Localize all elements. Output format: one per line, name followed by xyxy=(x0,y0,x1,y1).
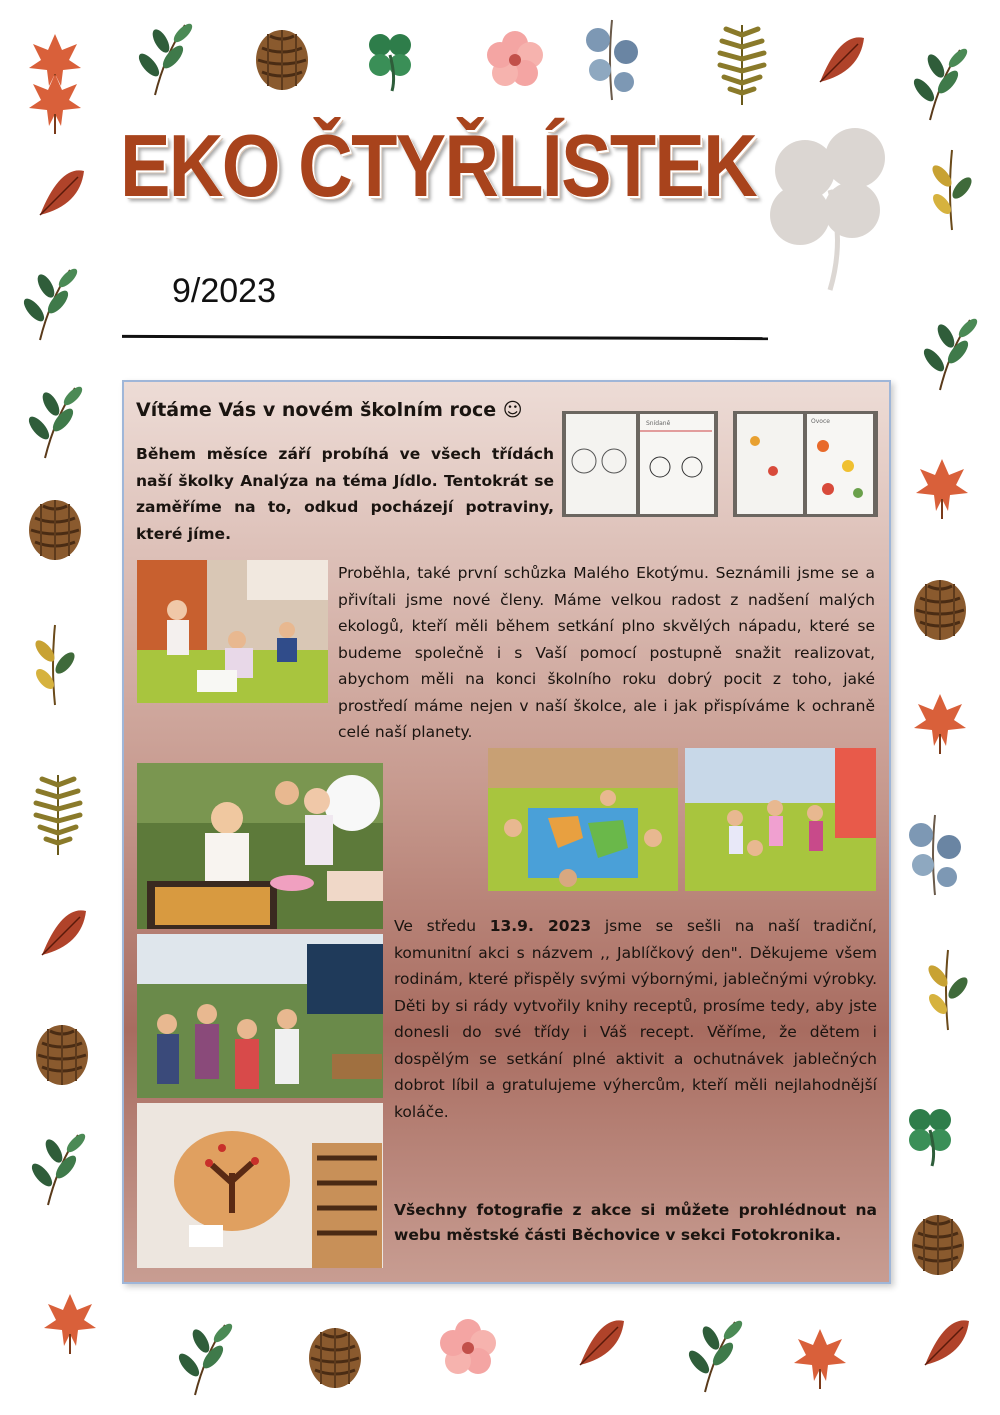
clover-icon xyxy=(369,34,411,91)
leaf-branch-icon xyxy=(20,266,80,340)
yellow-leaf-icon xyxy=(925,950,971,1030)
article-heading: Vítáme Vás v novém školním roce ☺ xyxy=(136,399,523,421)
flower-icon xyxy=(440,1319,496,1374)
paragraph-text: jsme se sešli na naší tradiční, komunitní akci s názvem ,, Jablíčkový den". Děkujeme všem rodinám, které přispěly svými výbornými, jablečnými výrobky. Děti by si rády vytvořily knihy receptů, prosíme tedy, aby jste donesli do své třídy i Váš recept. Věříme, že dětem i dospělým se setkání plné aktivit a ochutnávek jablečných dobrot líbil a gratulujeme výhercům, kteří měli nejlahodnější koláče. xyxy=(394,917,877,1121)
maple-leaf-icon xyxy=(44,1294,96,1354)
maple-leaf-icon xyxy=(914,694,966,754)
clover-icon xyxy=(909,1109,951,1166)
newsletter-title: EKO ČTYŘLÍSTEK xyxy=(120,116,757,215)
outdoor-event-photo xyxy=(137,934,383,1098)
article-paragraph-apple-day xyxy=(394,913,877,1125)
worksheet-label: Ovoce xyxy=(811,418,830,425)
apple-pie-photo xyxy=(137,1103,383,1268)
maple-leaf-icon xyxy=(794,1329,846,1389)
worksheet-photo-2 xyxy=(733,411,878,517)
fern-icon xyxy=(720,25,764,105)
yellow-leaf-icon xyxy=(929,150,975,230)
leaf-branch-icon xyxy=(28,1131,88,1205)
pinecone-icon xyxy=(912,1215,964,1275)
article-paragraph-ekotym: Proběhla, také první schůzka Malého Ekotýmu. Seznámili jsme se a přivítali jsme nové členy. Máme velkou radost z nadšení malých ekologů, kteří měli během setkání plno skvělých nápadu, které se budeme společně i s Vaší pomocí postupně snažit realizovat, abychom měli na konci školního roku dobrý pocit z toho, jaké prostředí máme nejen v naší školce, ale i jak přispíváme k ochraně celé naší planety. xyxy=(338,564,875,741)
pinecone-icon xyxy=(309,1328,361,1388)
faded-clover-icon xyxy=(770,128,885,290)
pinecone-icon xyxy=(914,580,966,640)
yellow-leaf-icon xyxy=(32,625,78,705)
maple-leaf-icon xyxy=(29,74,81,134)
leaf-branch-icon xyxy=(25,384,85,458)
eucalyptus-icon xyxy=(586,20,638,100)
pinecone-icon xyxy=(29,500,81,560)
article-intro: Během měsíce září probíhá ve všech třídách naší školky Analýza na téma Jídlo. Tentokrát se zaměříme na to, odkud pocházejí potraviny, které jíme. xyxy=(136,445,554,543)
worksheet-photo-1 xyxy=(562,411,718,517)
leaf-branch-icon xyxy=(920,316,980,390)
world-map-activity-photo xyxy=(488,748,678,891)
classroom-exercise-photo xyxy=(685,748,876,891)
leaf-branch-icon xyxy=(135,21,195,95)
red-leaf-icon xyxy=(40,170,84,215)
paragraph-text: Ve středu xyxy=(394,917,490,935)
eucalyptus-icon xyxy=(909,815,961,895)
leaf-branch-icon xyxy=(175,1321,235,1395)
ekotym-meeting-photo xyxy=(137,560,328,703)
red-leaf-icon xyxy=(580,1320,624,1365)
leaf-branch-icon xyxy=(685,1318,745,1392)
red-leaf-icon xyxy=(820,37,864,82)
pinecone-icon xyxy=(256,30,308,90)
event-date: 13.9. 2023 xyxy=(489,917,592,935)
leaf-branch-icon xyxy=(910,46,970,120)
worksheet-label: Snídaně xyxy=(646,420,671,427)
photo-gallery-note: Všechny fotografie z akce si můžete prohlédnout na webu městské části Běchovice v sekci Fotokronika. xyxy=(394,1201,877,1244)
red-leaf-icon xyxy=(42,910,86,955)
flower-icon xyxy=(487,31,543,86)
maple-leaf-icon xyxy=(916,459,968,519)
apple-day-baking-photo xyxy=(137,763,383,929)
pinecone-icon xyxy=(36,1025,88,1085)
fern-icon xyxy=(36,775,80,855)
issue-number: 9/2023 xyxy=(172,272,276,310)
red-leaf-icon xyxy=(925,1320,969,1365)
